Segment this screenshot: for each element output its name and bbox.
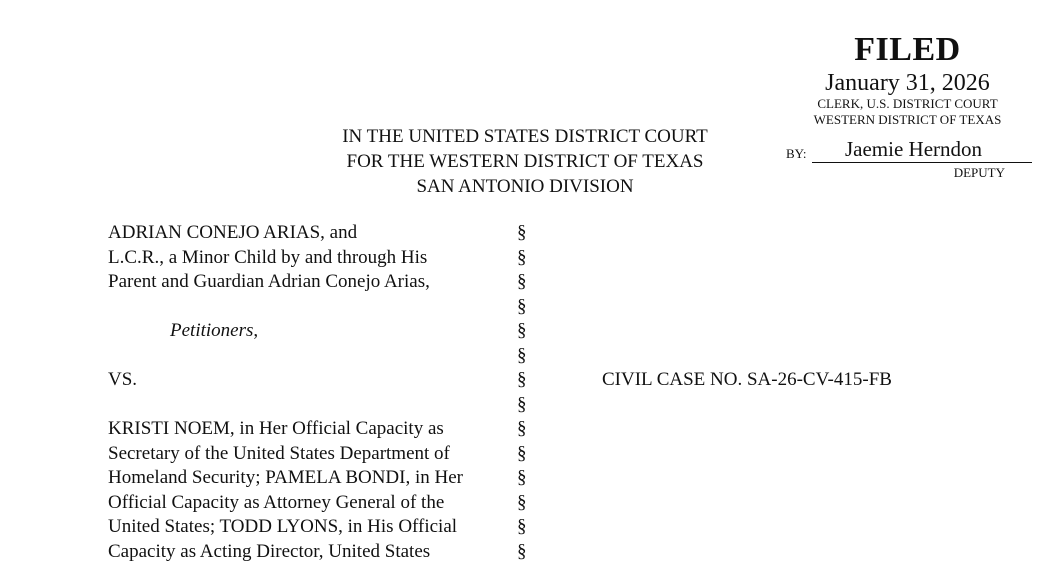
section-symbol: § xyxy=(517,466,527,491)
by-label: BY: xyxy=(786,146,806,162)
section-symbol: § xyxy=(517,221,527,246)
section-symbol: § xyxy=(517,540,527,564)
section-symbol-column xyxy=(517,221,527,564)
section-symbol: § xyxy=(517,442,527,467)
filed-label: FILED xyxy=(780,30,1035,70)
case-number: CIVIL CASE NO. SA-26-CV-415-FB xyxy=(602,368,892,393)
section-symbol: § xyxy=(517,417,527,442)
section-symbol: § xyxy=(517,270,527,295)
signature-line xyxy=(812,162,1032,163)
section-symbol: § xyxy=(517,515,527,540)
court-header xyxy=(250,124,800,199)
deputy-label: DEPUTY xyxy=(954,165,1005,181)
section-symbol: § xyxy=(517,368,527,393)
court-line-1: IN THE UNITED STATES DISTRICT COURT xyxy=(250,124,800,149)
petitioners-role: Petitioners, xyxy=(108,319,463,344)
petitioner-line: Parent and Guardian Adrian Conejo Arias, xyxy=(108,270,463,295)
section-symbol: § xyxy=(517,246,527,271)
respondent-line: Capacity as Acting Director, United States xyxy=(108,540,463,564)
blank-line xyxy=(108,344,463,369)
section-symbol: § xyxy=(517,344,527,369)
respondent-line: KRISTI NOEM, in Her Official Capacity as xyxy=(108,417,463,442)
respondent-line: Official Capacity as Attorney General of the xyxy=(108,491,463,516)
district-line: WESTERN DISTRICT OF TEXAS xyxy=(780,112,1035,128)
versus-label: VS. xyxy=(108,368,463,393)
filed-stamp xyxy=(780,30,1035,164)
blank-line xyxy=(108,295,463,320)
respondent-line: United States; TODD LYONS, in His Official xyxy=(108,515,463,540)
section-symbol: § xyxy=(517,393,527,418)
section-symbol: § xyxy=(517,319,527,344)
filed-date: January 31, 2026 xyxy=(780,70,1035,96)
petitioners-role-label: Petitioners xyxy=(108,320,253,341)
petitioner-line: ADRIAN CONEJO ARIAS, and xyxy=(108,221,463,246)
clerk-line: CLERK, U.S. DISTRICT COURT xyxy=(780,96,1035,112)
section-symbol: § xyxy=(517,491,527,516)
petitioner-line: L.C.R., a Minor Child by and through His xyxy=(108,246,463,271)
respondent-line: Homeland Security; PAMELA BONDI, in Her xyxy=(108,466,463,491)
court-line-2: FOR THE WESTERN DISTRICT OF TEXAS xyxy=(250,149,800,174)
section-symbol: § xyxy=(517,295,527,320)
court-line-3: SAN ANTONIO DIVISION xyxy=(250,174,800,199)
blank-line xyxy=(108,393,463,418)
signature-row xyxy=(780,134,1035,164)
deputy-signature: Jaemie Herndon xyxy=(812,137,1015,162)
respondent-line: Secretary of the United States Department of xyxy=(108,442,463,467)
caption-parties xyxy=(108,221,463,564)
